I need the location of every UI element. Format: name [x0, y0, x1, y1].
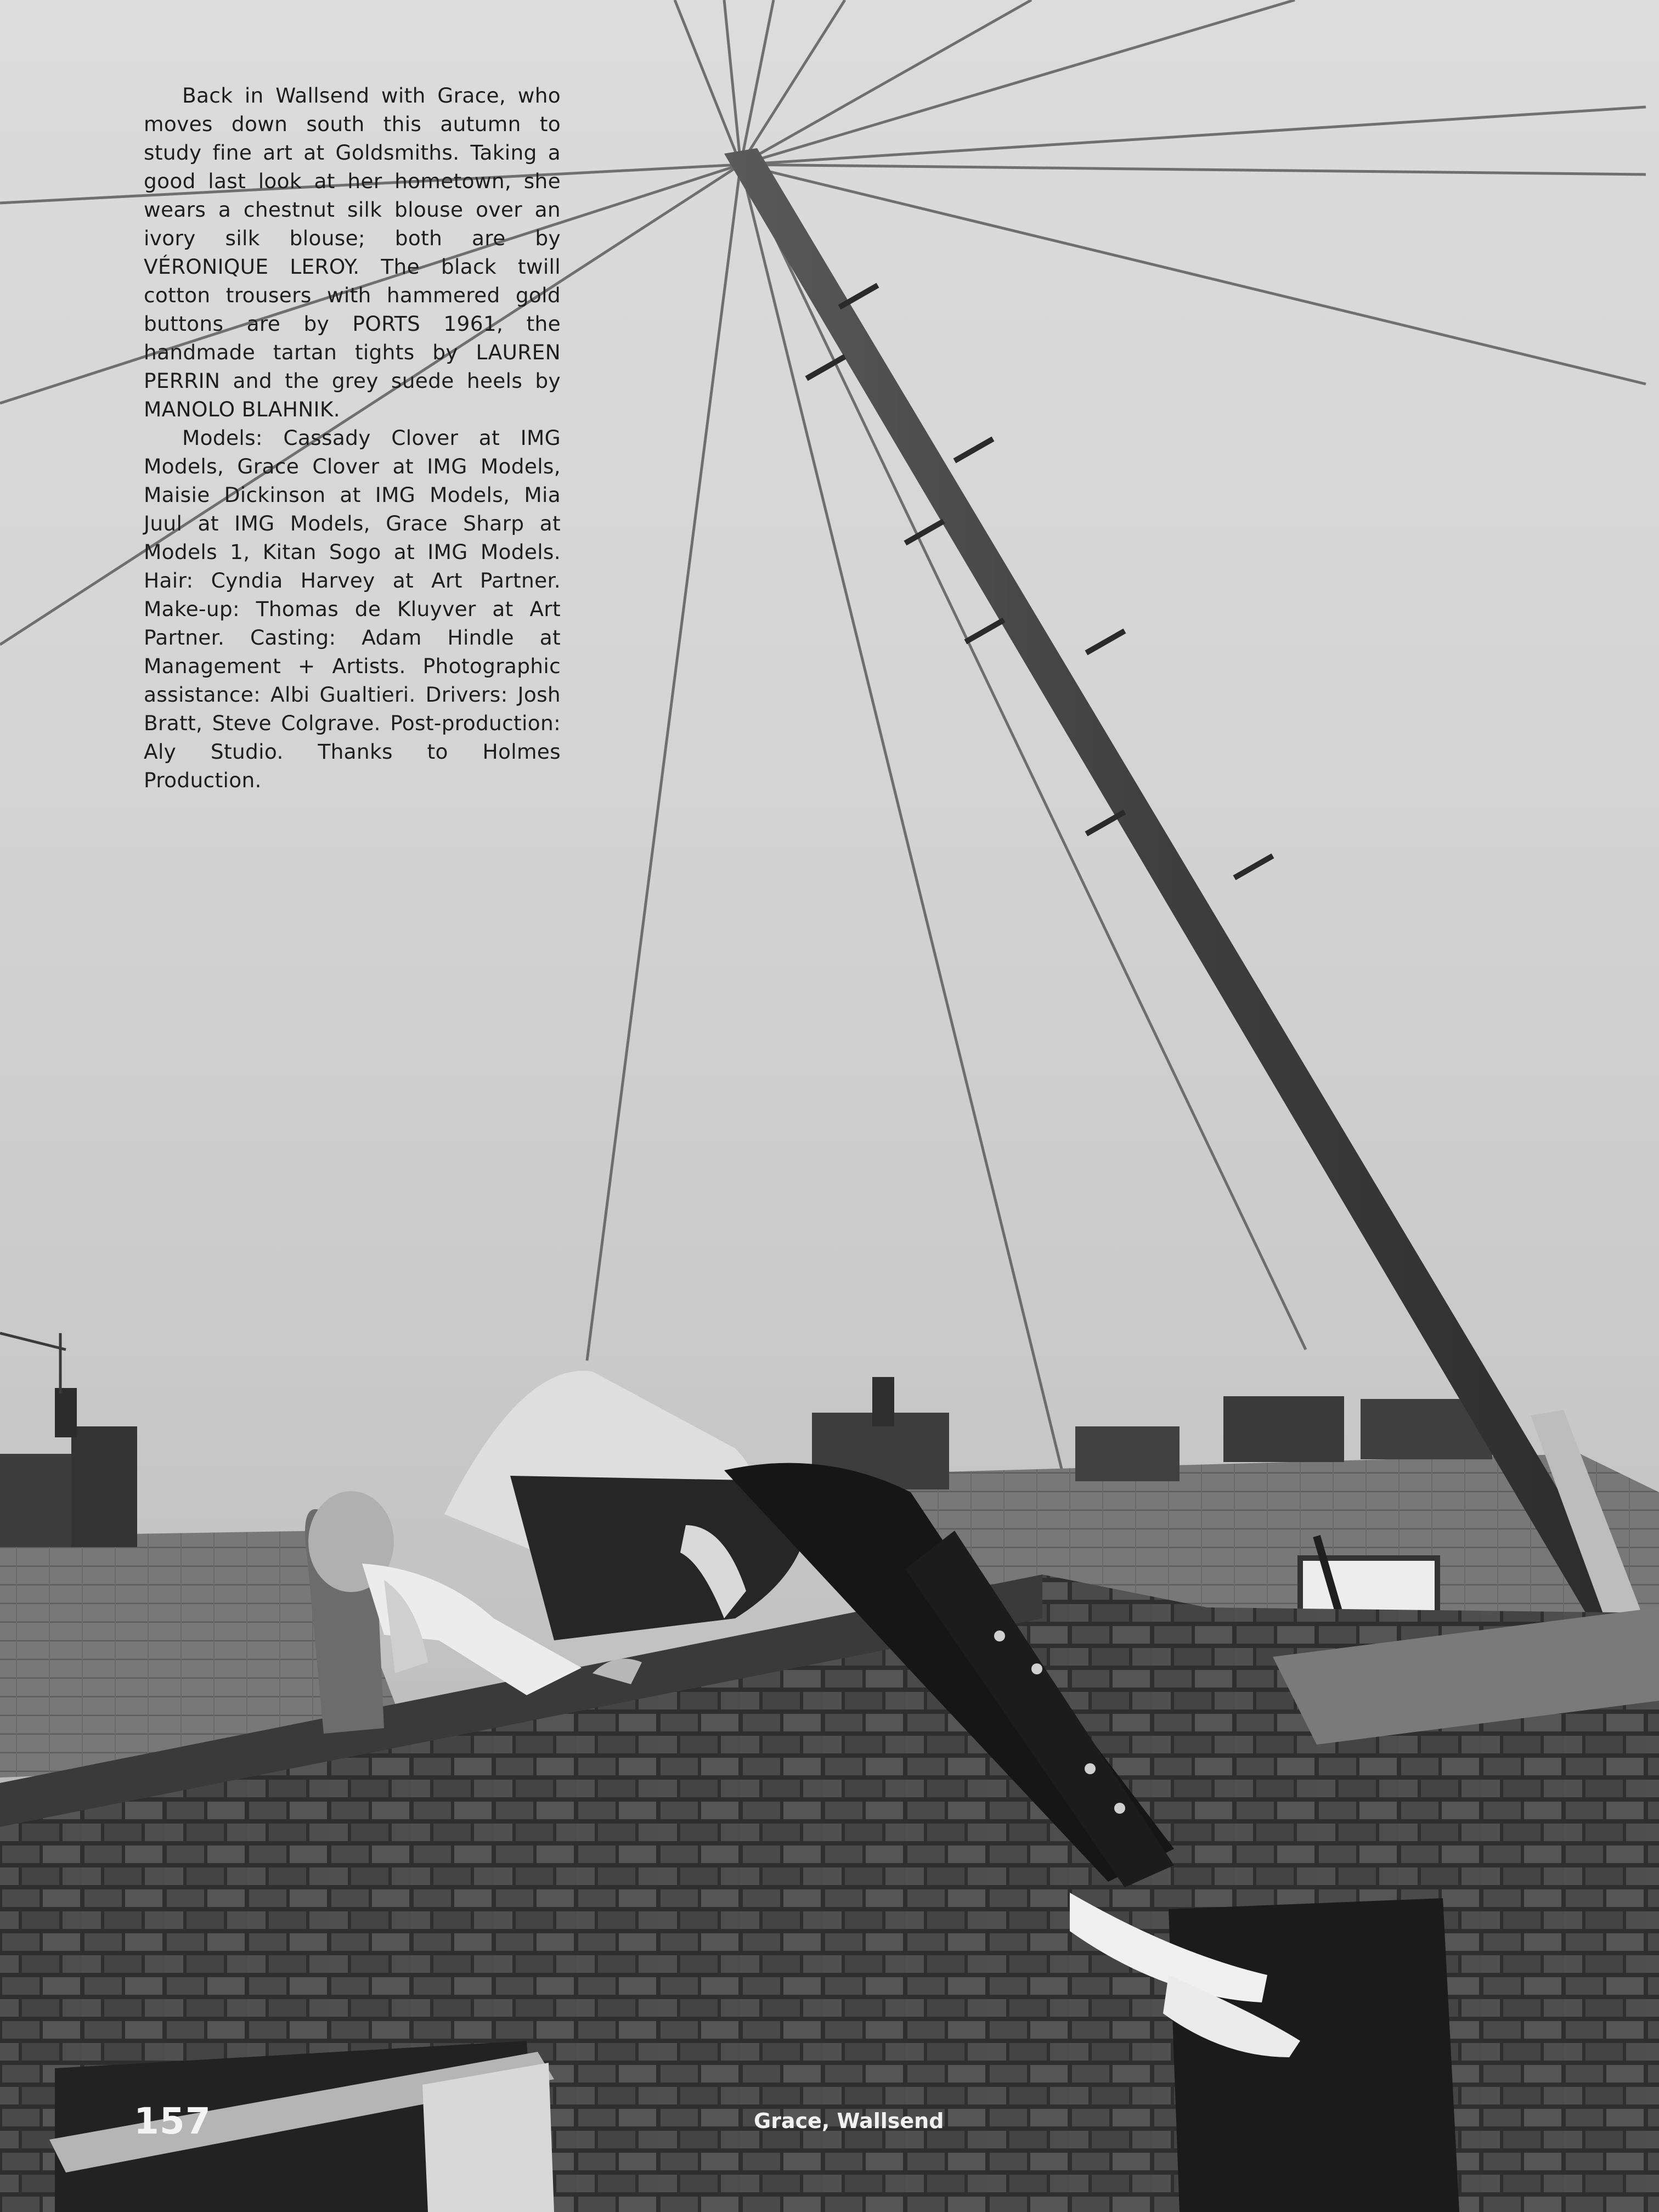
- caption-paragraph-styling: Back in Wallsend with Grace, who moves down south this autumn to study fine art at Goldsmiths. Taking a good last look at her hometown, she wears a chestnut silk blouse over an ivory silk blouse; both are by VÉRONIQUE LEROY. The black twill cotton trousers with hammered gold buttons are by PORTS 1961, the handmade tartan tights by LAUREN PERRIN and the grey suede heels by MANOLO BLAHNIK.: [144, 83, 561, 421]
- caption-paragraph-credits: Models: Cassady Clover at IMG Models, Grace Clover at IMG Models, Maisie Dickinson at IMG Models, Mia Juul at IMG Models, Grace Sharp at Models 1, Kitan Sogo at IMG Models. Hair: Cyndia Harvey at Art Partner. Make-up: Thomas de Kluyver at Art Partner. Casting: Adam Hindle at Management + Artists. Photographic assistance: Albi Gualtieri. Drivers: Josh Bratt, Steve Colgrave. Post-production: Aly Studio. Thanks to Holmes Production.: [144, 426, 561, 792]
- page-number: 157: [134, 2100, 211, 2142]
- tv-antenna: [0, 1333, 66, 1393]
- photo-caption: Grace, Wallsend: [754, 2109, 944, 2133]
- caption-text: [144, 81, 561, 794]
